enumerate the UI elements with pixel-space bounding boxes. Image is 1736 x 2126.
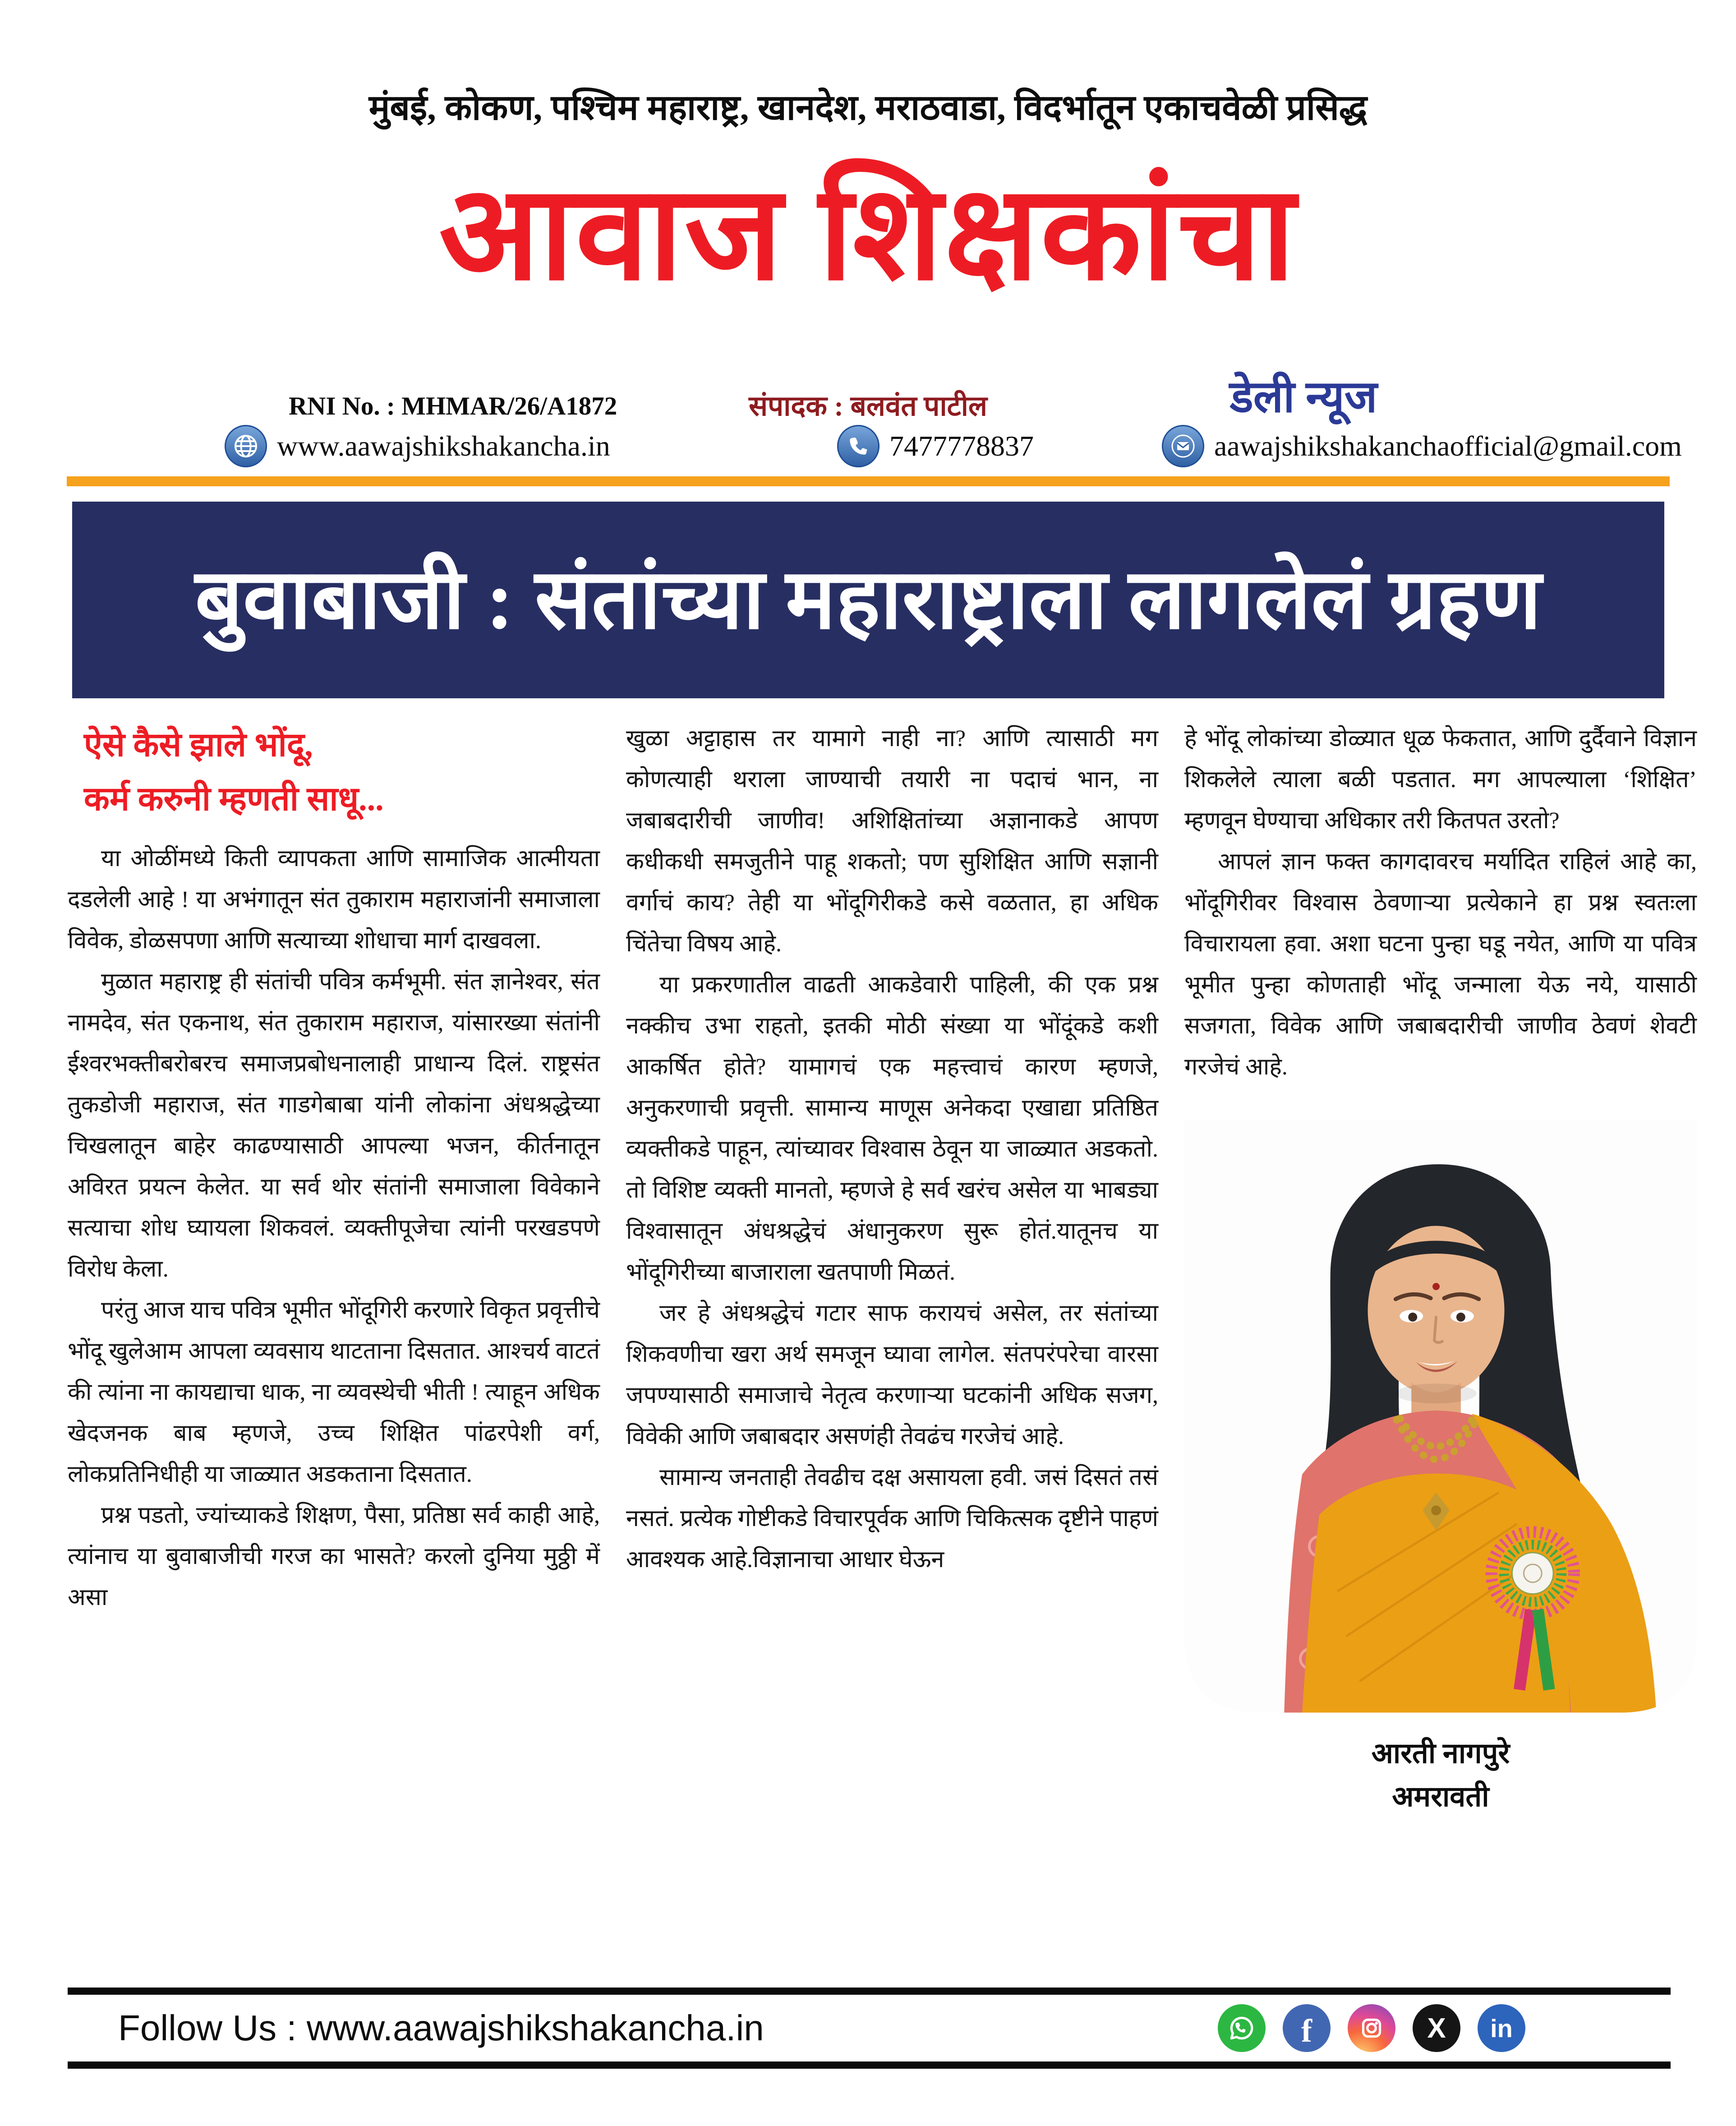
article-column-2 <box>626 718 1158 1818</box>
facebook-icon[interactable] <box>1283 2004 1331 2052</box>
photo-caption <box>1184 1732 1697 1818</box>
paragraph: हे भोंदू लोकांच्या डोळ्यात धूळ फेकतात, आणि दुर्दैवाने विज्ञान शिकलेले त्याला बळी पडतात. मग आपल्याला ‘शिक्षित’ म्हणवून घेण्याचा अधिकार तरी कितपत उरतो? <box>1184 726 1697 834</box>
headline-banner <box>72 502 1664 698</box>
editor-name: संपादक : बलवंत पाटील <box>749 391 987 422</box>
paragraph: सामान्य जनताही तेवढीच दक्ष असायला हवी. जसं दिसतं तसं नसतं. प्रत्येक गोष्टीकडे विचारपूर्वक आणि चिकित्सक दृष्टीने पाहणं आवश्यक आहे.विज्ञानाचा आधार घेऊन <box>626 1465 1158 1573</box>
x-glyph: X <box>1427 2012 1446 2044</box>
subtitle-line-1: ऐसे कैसे झाले भोंदू, <box>84 727 313 764</box>
masthead-title: आवाज शिक्षकांचा <box>439 161 1297 307</box>
phone-icon <box>837 425 880 467</box>
paragraph: मुळात महाराष्ट्र ही संतांची पवित्र कर्मभूमी. संत ज्ञानेश्वर, संत नामदेव, संत एकनाथ, संत तुकाराम महाराज, यांसारख्या संतांनी ईश्वरभक्तीबरोबरच समाजप्रबोधनालाही प्राधान्य दिलं. राष्ट्रसंत तुकडोजी महाराज, संत गाडगेबाबा यांनी लोकांना अंधश्रद्धेच्या चिखलातून बाहेर काढण्यासाठी आपल्या भजन, कीर्तनातून अविरत प्रयत्न केलेत. या सर्व थोर संतांनी समाजाला विवेकाने सत्याचा शोध घ्यायला शिकवलं. व्यक्तीपूजेचा त्यांनी परखडपणे विरोध केला. <box>68 969 600 1282</box>
edition-label: डेली न्यूज <box>1229 373 1377 422</box>
globe-icon <box>225 425 267 467</box>
author-name: आरती नागपुरे <box>1371 1738 1510 1769</box>
article-column-1 <box>68 718 600 1818</box>
phone-contact[interactable] <box>837 425 1034 467</box>
phone-number[interactable]: 7477778837 <box>889 430 1034 462</box>
author-photo <box>1184 1119 1697 1713</box>
contact-row <box>0 425 1736 475</box>
facebook-glyph: f <box>1301 2012 1312 2049</box>
x-icon[interactable] <box>1413 2004 1460 2052</box>
website-url[interactable]: www.aawajshikshakancha.in <box>277 430 610 462</box>
masthead-meta-row <box>0 356 1736 429</box>
article-subtitle <box>68 718 600 826</box>
subtitle-line-2: कर्म करुनी म्हणती साधू... <box>84 781 384 818</box>
paragraph: या ओळींमध्ये किती व्यापकता आणि सामाजिक आत्मीयता दडलेली आहे ! या अभंगातून संत तुकाराम महाराजांनी समाजाला विवेक, डोळसपणा आणि सत्याच्या शोधाचा मार्ग दाखवला. <box>68 846 600 954</box>
author-city: अमरावती <box>1392 1781 1489 1812</box>
email-address[interactable]: aawajshikshakanchaofficial@gmail.com <box>1214 430 1682 462</box>
follow-us-link[interactable]: Follow Us : www.aawajshikshakancha.in <box>118 2008 764 2048</box>
footer-bar <box>68 1988 1671 2069</box>
paragraph: परंतु आज याच पवित्र भूमीत भोंदूगिरी करणारे विकृत प्रवृत्तीचे भोंदू खुलेआम आपला व्यवसाय थाटताना दिसतात. आश्चर्य वाटतं की त्यांना ना कायद्याचा धाक, ना व्यवस्थेची भीती ! त्याहून अधिक खेदजनक बाब म्हणजे, उच्च शिक्षित पांढरपेशी वर्ग, लोकप्रतिनिधीही या जाळ्यात अडकताना दिसतात. <box>68 1297 600 1487</box>
article-column-3 <box>1184 718 1697 1818</box>
paragraph: या प्रकरणातील वाढती आकडेवारी पाहिली, की एक प्रश्न नक्कीच उभा राहतो, इतकी मोठी संख्या या भोंदूंकडे कशी आकर्षित होते? यामागचं एक महत्त्वाचं कारण म्हणजे, अनुकरणाची प्रवृत्ती. सामान्य माणूस अनेकदा एखाद्या प्रतिष्ठित व्यक्तीकडे पाहून, त्यांच्यावर विश्वास ठेवून या जाळ्यात अडकतो. तो विशिष्ट व्यक्ती मानतो, म्हणजे हे सर्व खरंच असेल या भाबड्या विश्वासातून अंधश्रद्धेचं अंधानुकरण सुरू होतं.यातूनच या भोंदूगिरीच्या बाजाराला खतपाणी मिळतं. <box>626 972 1158 1285</box>
paragraph: आपलं ज्ञान फक्त कागदावरच मर्यादित राहिलं आहे का, भोंदूगिरीवर विश्वास ठेवणाऱ्या प्रत्येकाने हा प्रश्न स्वतःला विचारायला हवा. अशा घटना पुन्हा घडू नयेत, आणि या पवित्र भूमीत पुन्हा कोणताही भोंदू जन्माला येऊ नये, यासाठी सजगता, विवेक आणि जबाबदारीची जाणीव ठेवणं शेवटी गरजेचं आहे. <box>1184 849 1697 1080</box>
linkedin-icon[interactable] <box>1478 2004 1525 2052</box>
website-contact[interactable] <box>225 425 610 467</box>
email-icon <box>1162 425 1204 467</box>
headline-text: बुवाबाजी : संतांच्या महाराष्ट्राला लागलेलं ग्रहण <box>195 553 1542 646</box>
social-icons <box>1218 2004 1525 2052</box>
article-body <box>68 718 1697 1818</box>
instagram-icon[interactable] <box>1348 2004 1395 2052</box>
edition-tagline: मुंबई, कोकण, पश्चिम महाराष्ट्र, खानदेश, मराठवाडा, विदर्भातून एकाचवेळी प्रसिद्ध <box>368 88 1368 127</box>
linkedin-glyph: in <box>1490 2014 1513 2043</box>
email-contact[interactable] <box>1162 425 1682 467</box>
rni-number: RNI No. : MHMAR/26/A1872 <box>289 392 617 420</box>
whatsapp-icon[interactable] <box>1218 2004 1266 2052</box>
orange-divider <box>67 476 1670 486</box>
paragraph: प्रश्न पडतो, ज्यांच्याकडे शिक्षण, पैसा, प्रतिष्ठा सर्व काही आहे, त्यांनाच या बुवाबाजीची गरज का भासते? करलो दुनिया मुठ्ठी में असा <box>68 1503 600 1610</box>
paragraph: खुळा अट्टाहास तर यामागे नाही ना? आणि त्यासाठी मग कोणत्याही थराला जाण्याची तयारी ना पदाचं भान, ना जबाबदारीची जाणीव! अशिक्षितांच्या अज्ञानाकडे आपण कधीकधी समजुतीने पाहू शकतो; पण सुशिक्षित आणि सज्ञानी वर्गाचं काय? तेही या भोंदूगिरीकडे कसे वळतात, हा अधिक चिंतेचा विषय आहे. <box>626 726 1158 957</box>
paragraph: जर हे अंधश्रद्धेचं गटार साफ करायचं असेल, तर संतांच्या शिकवणीचा खरा अर्थ समजून घ्यावा लागेल. संतपरंपरेचा वारसा जपण्यासाठी समाजाचे नेतृत्व करणाऱ्या घटकांनी अधिक सजग, विवेकी आणि जबाबदार असणंही तेवढंच गरजेचं आहे. <box>626 1301 1158 1449</box>
